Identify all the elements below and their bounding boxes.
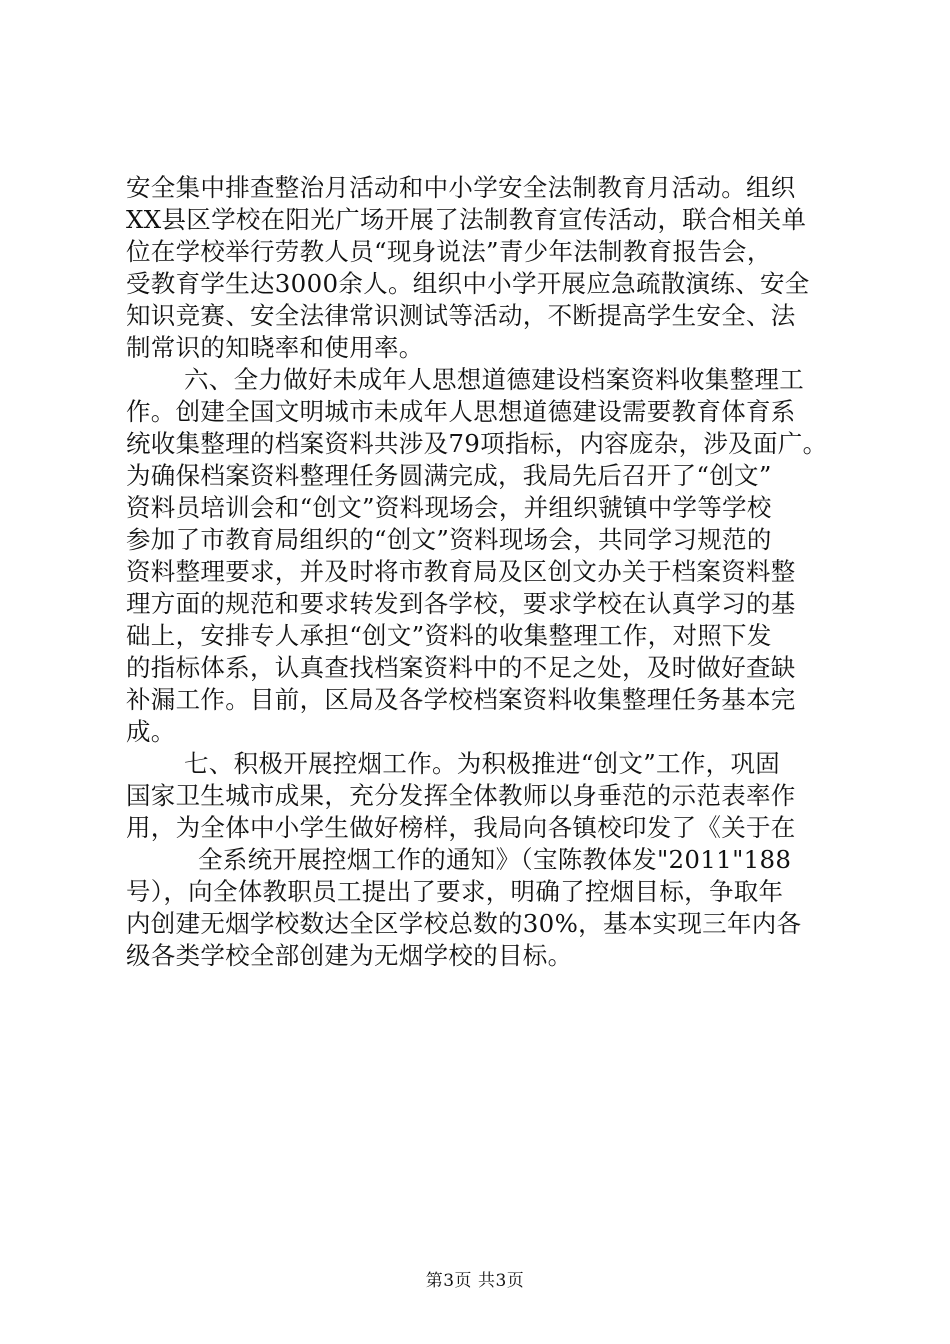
text-line: XX县区学校在阳光广场开展了法制教育宣传活动，联合相关单 bbox=[126, 205, 807, 234]
section-seven-heading-line: 七、积极开展控烟工作。为积极推进“创文”工作，巩固 bbox=[184, 749, 781, 778]
text-line: 统收集整理的档案资料共涉及79项指标，内容庞杂，涉及面广。 bbox=[126, 429, 828, 458]
text-line: 安全集中排查整治月活动和中小学安全法制教育月活动。组织 bbox=[126, 173, 796, 202]
section-six-heading-line: 六、全力做好未成年人思想道德建设档案资料收集整理工 bbox=[184, 365, 804, 394]
text-line: 础上，安排专人承担“创文”资料的收集整理工作，对照下发 bbox=[126, 621, 772, 650]
text-line: 资料员培训会和“创文”资料现场会，并组织虢镇中学等学校 bbox=[126, 493, 772, 522]
page-footer: 第3页 共3页 bbox=[425, 1271, 525, 1291]
text-line: 知识竞赛、安全法律常识测试等活动，不断提高学生安全、法 bbox=[126, 301, 796, 330]
text-line: 的指标体系，认真查找档案资料中的不足之处，及时做好查缺 bbox=[126, 653, 796, 682]
text-line: 制常识的知晓率和使用率。 bbox=[126, 333, 424, 362]
text-line: 参加了市教育局组织的“创文”资料现场会，共同学习规范的 bbox=[126, 525, 772, 554]
text-line: 位在学校举行劳教人员“现身说法”青少年法制教育报告会， bbox=[126, 237, 772, 266]
text-line: 作。创建全国文明城市未成年人思想道德建设需要教育体育系 bbox=[126, 397, 796, 426]
text-line: 内创建无烟学校数达全区学校总数的30%，基本实现三年内各 bbox=[126, 909, 802, 938]
text-line: 理方面的规范和要求转发到各学校，要求学校在认真学习的基 bbox=[126, 589, 796, 618]
text-line: 号），向全体教职员工提出了要求，明确了控烟目标，争取年 bbox=[126, 877, 784, 906]
text-line: 成。 bbox=[126, 717, 176, 746]
text-line: 资料整理要求，并及时将市教育局及区创文办关于档案资料整 bbox=[126, 557, 796, 586]
text-line: 级各类学校全部创建为无烟学校的目标。 bbox=[126, 941, 573, 970]
text-line: 用，为全体中小学生做好榜样，我局向各镇校印发了《关于在 bbox=[126, 813, 796, 842]
text-line: 全系统开展控烟工作的通知》（宝陈教体发"2011"188 bbox=[198, 845, 792, 874]
document-body bbox=[126, 172, 826, 972]
text-line: 国家卫生城市成果，充分发挥全体教师以身垂范的示范表率作 bbox=[126, 781, 796, 810]
text-line: 受教育学生达3000余人。组织中小学开展应急疏散演练、安全 bbox=[126, 269, 810, 298]
text-line: 为确保档案资料整理任务圆满完成，我局先后召开了“创文” bbox=[126, 461, 772, 490]
text-line: 补漏工作。目前，区局及各学校档案资料收集整理任务基本完 bbox=[126, 685, 796, 714]
